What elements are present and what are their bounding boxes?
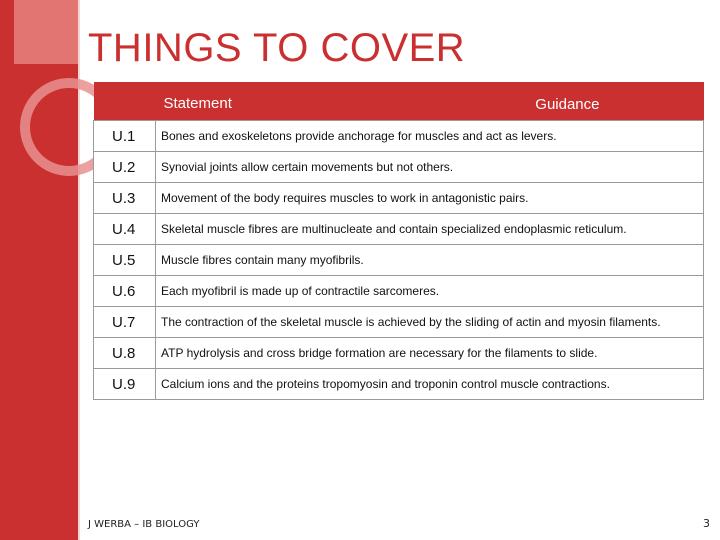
row-code: U.8 xyxy=(94,338,156,369)
slide-title: THINGS TO COVER xyxy=(88,26,466,70)
row-statement: Bones and exoskeletons provide anchorage for muscles and act as levers. xyxy=(156,121,704,152)
header-guidance-cell xyxy=(156,82,704,121)
header-statement xyxy=(94,82,156,121)
row-statement: Muscle fibres contain many myofibrils. xyxy=(156,245,704,276)
table-row xyxy=(94,121,704,152)
table-row xyxy=(94,307,704,338)
table-row xyxy=(94,276,704,307)
header-guidance-label: Guidance xyxy=(535,96,600,113)
decorative-square xyxy=(14,0,78,64)
header-statement-label: Statement xyxy=(163,94,232,112)
table-row xyxy=(94,152,704,183)
table-row xyxy=(94,214,704,245)
footer-credit: J WERBA – IB BIOLOGY xyxy=(88,519,200,530)
row-statement: Calcium ions and the proteins tropomyosin and troponin control muscle contractions. xyxy=(156,369,704,400)
row-statement: Synovial joints allow certain movements but not others. xyxy=(156,152,704,183)
row-statement: ATP hydrolysis and cross bridge formation are necessary for the filaments to slide. xyxy=(156,338,704,369)
table-header-row xyxy=(94,82,704,121)
table-row xyxy=(94,183,704,214)
row-statement: Each myofibril is made up of contractile sarcomeres. xyxy=(156,276,704,307)
row-code: U.3 xyxy=(94,183,156,214)
row-code: U.1 xyxy=(94,121,156,152)
row-code: U.9 xyxy=(94,369,156,400)
table-row xyxy=(94,245,704,276)
row-statement: The contraction of the skeletal muscle is achieved by the sliding of actin and myosin filaments. xyxy=(156,307,704,338)
row-code: U.7 xyxy=(94,307,156,338)
table-row xyxy=(94,369,704,400)
table-row xyxy=(94,338,704,369)
row-code: U.5 xyxy=(94,245,156,276)
objectives-table xyxy=(93,82,704,400)
row-code: U.6 xyxy=(94,276,156,307)
row-statement: Movement of the body requires muscles to work in antagonistic pairs. xyxy=(156,183,704,214)
row-statement: Skeletal muscle fibres are multinucleate and contain specialized endoplasmic reticulum. xyxy=(156,214,704,245)
row-code: U.2 xyxy=(94,152,156,183)
page-number: 3 xyxy=(703,517,710,530)
row-code: U.4 xyxy=(94,214,156,245)
